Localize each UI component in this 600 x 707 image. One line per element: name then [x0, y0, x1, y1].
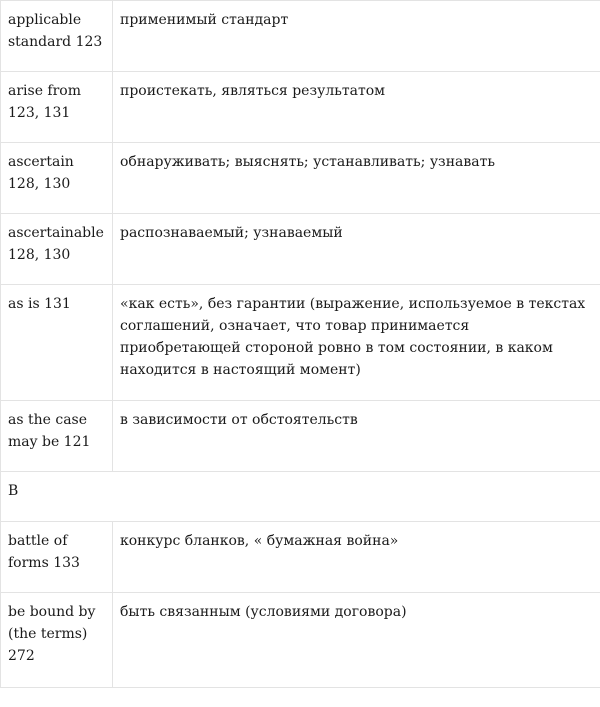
- definition-cell: обнаруживать; выяснять; устанавливать; узнавать: [113, 143, 600, 214]
- term-cell: ascertain 128, 130: [1, 143, 113, 214]
- definition-cell: «как есть», без гарантии (выражение, используемое в текстах соглашений, означает, что товар принимается приобретающей стороной ровно в том состоянии, в каком находится в настоящий момент): [113, 285, 600, 401]
- term-cell: arise from 123, 131: [1, 72, 113, 143]
- definition-cell: конкурс бланков, « бумажная война»: [113, 522, 600, 593]
- table-row: [1, 285, 600, 401]
- section-row: [1, 472, 600, 522]
- table-row: [1, 1, 600, 72]
- table-row: [1, 143, 600, 214]
- term-cell: battle of forms 133: [1, 522, 113, 593]
- definition-cell: быть связанным (условиями договора): [113, 593, 600, 688]
- term-cell: applicable standard 123: [1, 1, 113, 72]
- term-cell: as the case may be 121: [1, 401, 113, 472]
- definition-cell: проистекать, являться результатом: [113, 72, 600, 143]
- term-cell: be bound by (the terms) 272: [1, 593, 113, 688]
- table-row: [1, 522, 600, 593]
- definition-cell: в зависимости от обстоятельств: [113, 401, 600, 472]
- table-row: [1, 72, 600, 143]
- table-row: [1, 401, 600, 472]
- term-cell: ascertainable 128, 130: [1, 214, 113, 285]
- table-row: [1, 214, 600, 285]
- table-row: [1, 593, 600, 688]
- section-letter: B: [1, 472, 600, 522]
- definition-cell: применимый стандарт: [113, 1, 600, 72]
- term-cell: as is 131: [1, 285, 113, 401]
- definition-cell: распознаваемый; узнаваемый: [113, 214, 600, 285]
